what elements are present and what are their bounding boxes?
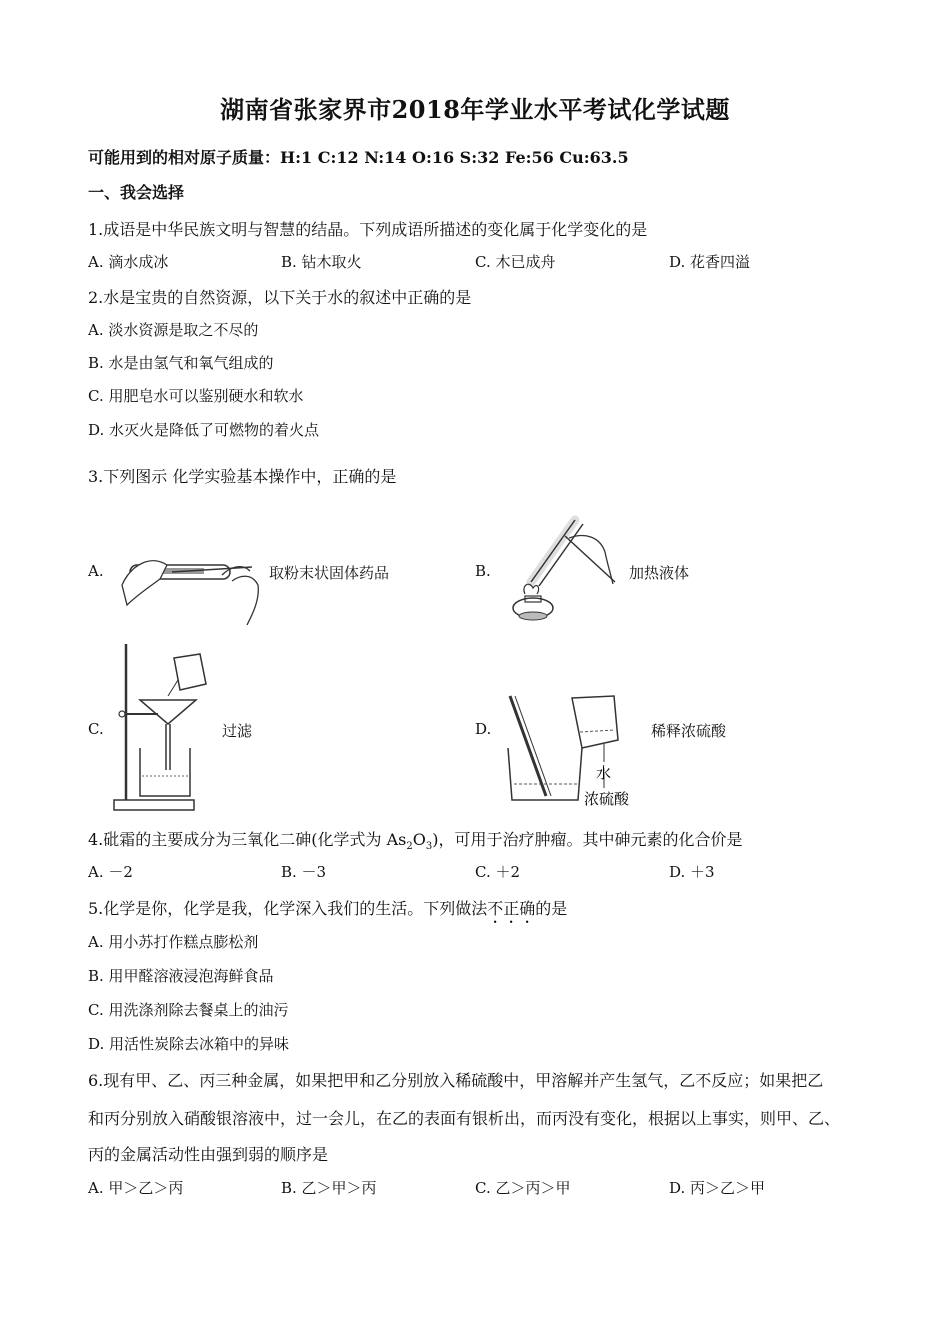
q4-option-c: C. ＋2 bbox=[475, 863, 521, 881]
q3-d-label: 稀释浓硫酸 bbox=[651, 722, 727, 740]
q5-emphasis: 不正确 bbox=[487, 899, 536, 918]
q3-b-label: 加热液体 bbox=[629, 564, 690, 582]
q5-option-d: D. 用活性炭除去冰箱中的异味 bbox=[88, 1035, 290, 1053]
q2-stem: 2.水是宝贵的自然资源，以下关于水的叙述中正确的是 bbox=[88, 288, 472, 307]
dilute-sulfuric-acid-illustration bbox=[498, 692, 648, 810]
q6-option-b: B. 乙＞甲＞丙 bbox=[281, 1179, 377, 1197]
q6-line-3: 丙的金属活动性由强到弱的顺序是 bbox=[88, 1145, 329, 1164]
q3-c-label: 过滤 bbox=[222, 722, 253, 740]
q1-stem: 1.成语是中华民族文明与智慧的结晶。下列成语所描述的变化属于化学变化的是 bbox=[88, 220, 648, 239]
page-title: 湖南省张家界市2018年学业水平考试化学试题 bbox=[220, 95, 730, 124]
q3-a-letter: A. bbox=[88, 562, 104, 580]
q5-stem: 5.化学是你，化学是我，化学深入我们的生活。下列做法不正确的是 bbox=[88, 899, 568, 918]
fig-acid-label: 浓硫酸 bbox=[584, 790, 630, 808]
section-title: 一、我会选择 bbox=[88, 183, 185, 202]
q4-option-a: A. －2 bbox=[88, 863, 133, 881]
atomic-masses: 可能用到的相对原子质量：H:1 C:12 N:14 O:16 S:32 Fe:56 Cu:63.5 bbox=[88, 148, 629, 167]
q6-option-d: D. 丙＞乙＞甲 bbox=[669, 1179, 766, 1197]
test-tube-powder-illustration bbox=[112, 545, 262, 627]
q5-option-b: B. 用甲醛溶液浸泡海鲜食品 bbox=[88, 967, 274, 985]
q3-d-letter: D. bbox=[475, 720, 492, 738]
q1-option-a: A. 滴水成冰 bbox=[88, 253, 169, 271]
q4-option-b: B. －3 bbox=[281, 863, 327, 881]
q3-stem: 3.下列图示 化学实验基本操作中，正确的是 bbox=[88, 467, 397, 486]
filtration-illustration bbox=[110, 640, 210, 812]
q1-option-c: C. 木已成舟 bbox=[475, 253, 556, 271]
heating-liquid-illustration bbox=[495, 512, 625, 624]
q6-option-a: A. 甲＞乙＞丙 bbox=[88, 1179, 184, 1197]
q6-line-2: 和丙分别放入硝酸银溶液中，过一会儿，在乙的表面有银析出，而丙没有变化，根据以上事实，则甲、乙、 bbox=[88, 1109, 841, 1128]
q3-c-letter: C. bbox=[88, 720, 104, 738]
q1-option-d: D. 花香四溢 bbox=[669, 253, 751, 271]
q4-stem: 4.砒霜的主要成分为三氧化二砷(化学式为 $As_2O_3$)，可用于治疗肿瘤。其中砷元素的化合价是 bbox=[88, 830, 743, 853]
q6-line-1: 6.现有甲、乙、丙三种金属，如果把甲和乙分别放入稀硫酸中，甲溶解并产生氢气，乙不反应；如果把乙 bbox=[88, 1071, 824, 1090]
q2-option-d: D. 水灭火是降低了可燃物的着火点 bbox=[88, 421, 320, 439]
q2-option-a: A. 淡水资源是取之不尽的 bbox=[88, 321, 259, 339]
q1-option-b: B. 钻木取火 bbox=[281, 253, 362, 271]
q2-option-b: B. 水是由氢气和氧气组成的 bbox=[88, 354, 274, 372]
q2-option-c: C. 用肥皂水可以鉴别硬水和软水 bbox=[88, 387, 304, 405]
q3-b-letter: B. bbox=[475, 562, 491, 580]
q4-option-d: D. ＋3 bbox=[669, 863, 715, 881]
fig-water-label: 水 bbox=[596, 764, 612, 782]
q5-option-a: A. 用小苏打作糕点膨松剂 bbox=[88, 933, 259, 951]
q6-option-c: C. 乙＞丙＞甲 bbox=[475, 1179, 571, 1197]
q3-a-label: 取粉末状固体药品 bbox=[269, 564, 390, 582]
q5-option-c: C. 用洗涤剂除去餐桌上的油污 bbox=[88, 1001, 289, 1019]
